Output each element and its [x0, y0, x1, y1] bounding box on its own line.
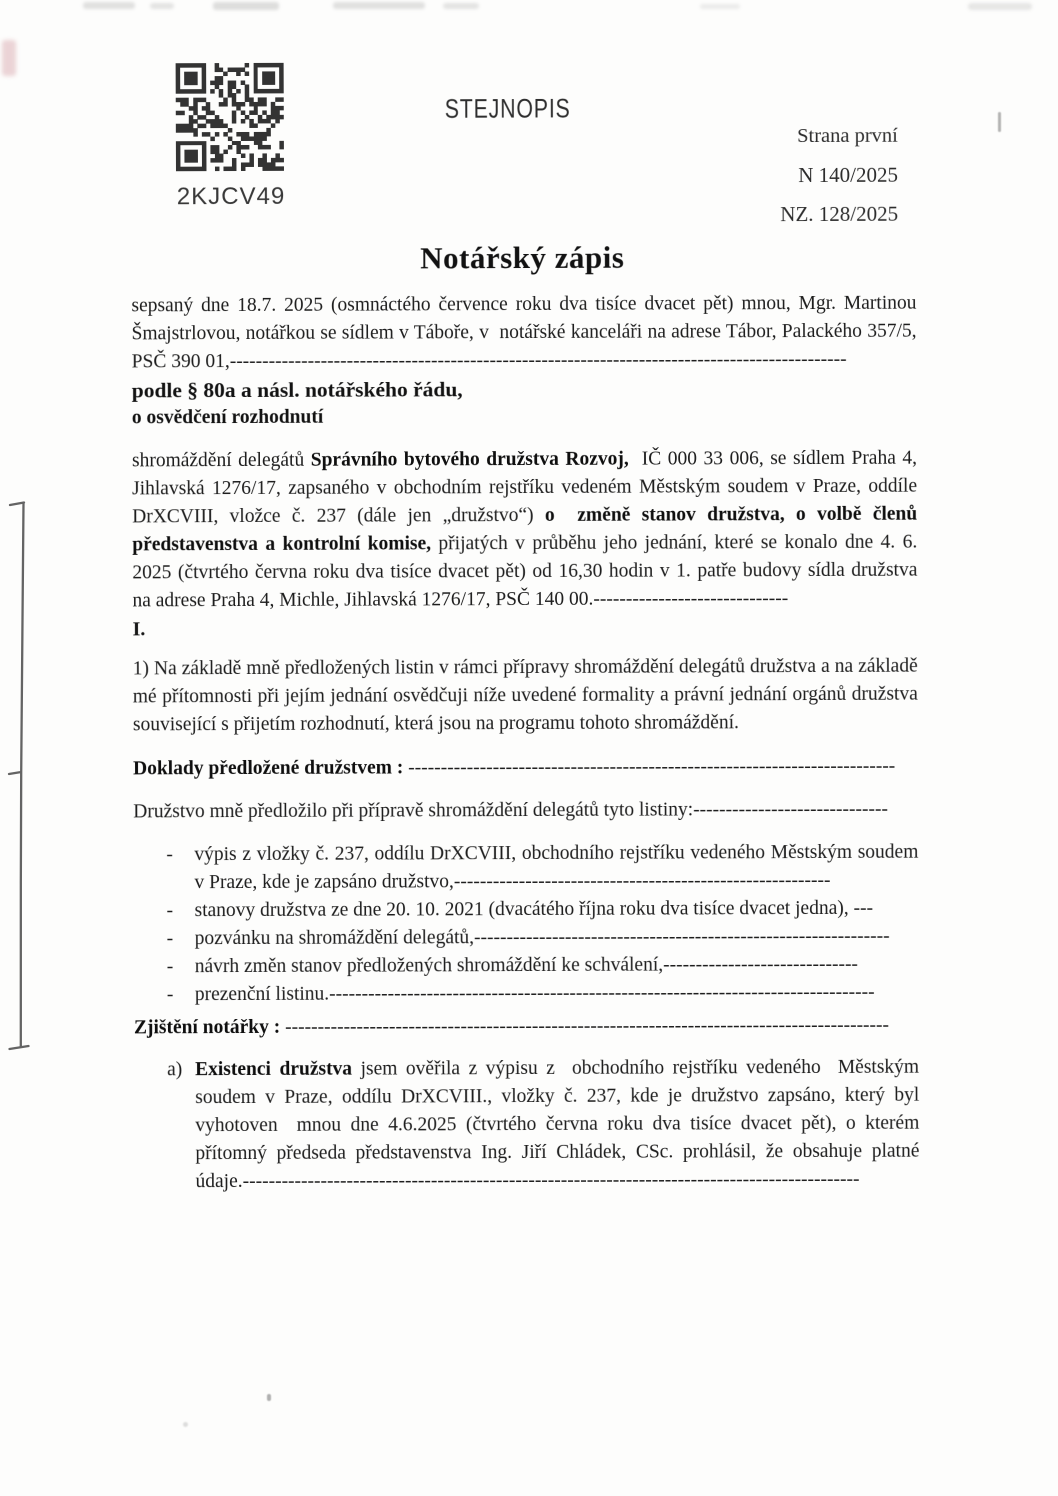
list-item-text: pozvánku na shromáždění delegátů,----------------------------------------------------------------: [194, 925, 890, 950]
list-item-text: prezenční listinu.------------------------------------------------------------------------------------: [194, 981, 875, 1006]
qr-block: [176, 63, 287, 211]
finding-a-bold: Existenci družstva: [195, 1058, 353, 1081]
list-marker: a): [167, 1059, 183, 1081]
list-marker: -: [166, 984, 174, 1006]
documents-heading-label: Doklady předložené družstvem :: [133, 757, 409, 780]
findings-heading-label: Zjištění notářky :: [133, 1016, 286, 1039]
subject-bold: o změně stanov družstva, o volbě členů představenstva a kontrolní komise,: [132, 503, 923, 556]
dash-fill: ---------------------------------------------------------------------------------------------: [285, 1014, 890, 1038]
list-marker: -: [166, 844, 173, 866]
copy-stamp-label: STEJNOPIS: [444, 92, 571, 124]
documents-heading: [133, 753, 918, 784]
finding-item-a: [134, 1054, 925, 1197]
subject-heading: o osvědčení rozhodnutí: [131, 406, 324, 429]
list-marker: -: [166, 928, 174, 950]
findings-heading: [134, 1012, 919, 1043]
file-references: [780, 125, 898, 227]
qr-code-label: 2KJCV49: [176, 182, 286, 211]
list-item: [134, 895, 919, 926]
document-title: Notářský zápis: [420, 239, 625, 276]
text-run: shromáždění delegátů: [131, 449, 311, 472]
list-marker: -: [166, 900, 174, 922]
list-item-text: výpis z vložky č. 237, oddílu DrXCVIII, obchodního rejstříku vedeného Městským soudem v Praze, kde je zapsáno družstvo,----------------------------------------------------------: [194, 841, 924, 894]
list-item: [133, 839, 924, 898]
intro-paragraph: sepsaný dne 18.7. 2025 (osmnáctého července roku dva tisíce dvacet pět) mnou, Mgr. Martinou Šmajstrlovou, notářkou se sídlem v Táboře, v notářské kanceláři na adrese Tábor, Palackého 357/5, PSČ 390 01,-----------------------------------------------------------------------------------------------: [131, 292, 922, 373]
file-number-nz: NZ. 128/2025: [780, 201, 899, 227]
list-item: [134, 951, 919, 982]
dash-fill: ---------------------------------------------------------------------------: [408, 755, 896, 779]
law-reference-heading: podle § 80a a násl. notářského řádu,: [131, 377, 463, 403]
documents-intro: Družstvo mně předložilo při přípravě shromáždění delegátů tyto listiny:------------------------------: [133, 798, 889, 823]
list-item-text: stanovy družstva ze dne 20. 10. 2021 (dvacátého října roku dva tisíce dvacet jedna), ---: [194, 897, 874, 922]
list-item: [134, 923, 919, 954]
text-run: IČ 000 33 006, se sídlem Praha 4, Jihlavská 1276/17, zapsaného v obchodním rejstříku vedeném Městským soudem v Praze, oddíle DrXCVIII, vložce č. 237 (dále jen „družstvo“): [132, 447, 922, 528]
qr-code: [176, 63, 284, 171]
text-run: přijatých v průběhu jeho jednání, které se konalo dne 4. 6. 2025 (čtvrtého června roku dva tisíce dvacet pět) od 16,30 hodin v 1. patře budovy sídla družstva na adrese Praha 4, Michle, Jihlavská 1276/17, PSČ 140 00.------------------------------: [132, 531, 928, 612]
finding-a-text: jsem ověřila z výpisu z obchodního rejstříku vedeného Městským soudem v Praze, oddílu DrXCVIII., vložky č. 237, kde je družstvo zapsáno, který byl vyhotoven mnou dne 4.6.2025 (čtvrtého června roku dva tisíce dvacet pět), o kterém přítomný předseda představenstva Ing. Jiří Chládek, CSc. prohlásil, že obsahuje platné údaje.-----------------------------------------------------------------------------------------------: [195, 1056, 925, 1193]
list-item: [134, 979, 919, 1010]
document-body: [131, 290, 928, 1197]
formalities-paragraph: 1) Na základě mně předložených listin v rámci přípravy shromáždění delegátů družstva a na základě mé přítomnosti při jejím jednání osvědčuji níže uvedené formality a právní jednání orgánů družstva související s přijetím rozhodnutí, která jsou na programu tohoto shromáždění.: [132, 655, 923, 736]
list-item-text: návrh změn stanov předložených shromáždění ke schválení,------------------------------: [194, 953, 858, 978]
page-number-label: Strana první: [797, 124, 898, 148]
company-name-bold: Správního bytového družstva Rozvoj,: [310, 448, 629, 471]
certification-paragraph: [131, 445, 928, 616]
file-number-n: N 140/2025: [798, 162, 899, 188]
list-marker: -: [166, 956, 174, 978]
section-number: I.: [132, 618, 146, 641]
documents-list: [133, 839, 924, 1010]
